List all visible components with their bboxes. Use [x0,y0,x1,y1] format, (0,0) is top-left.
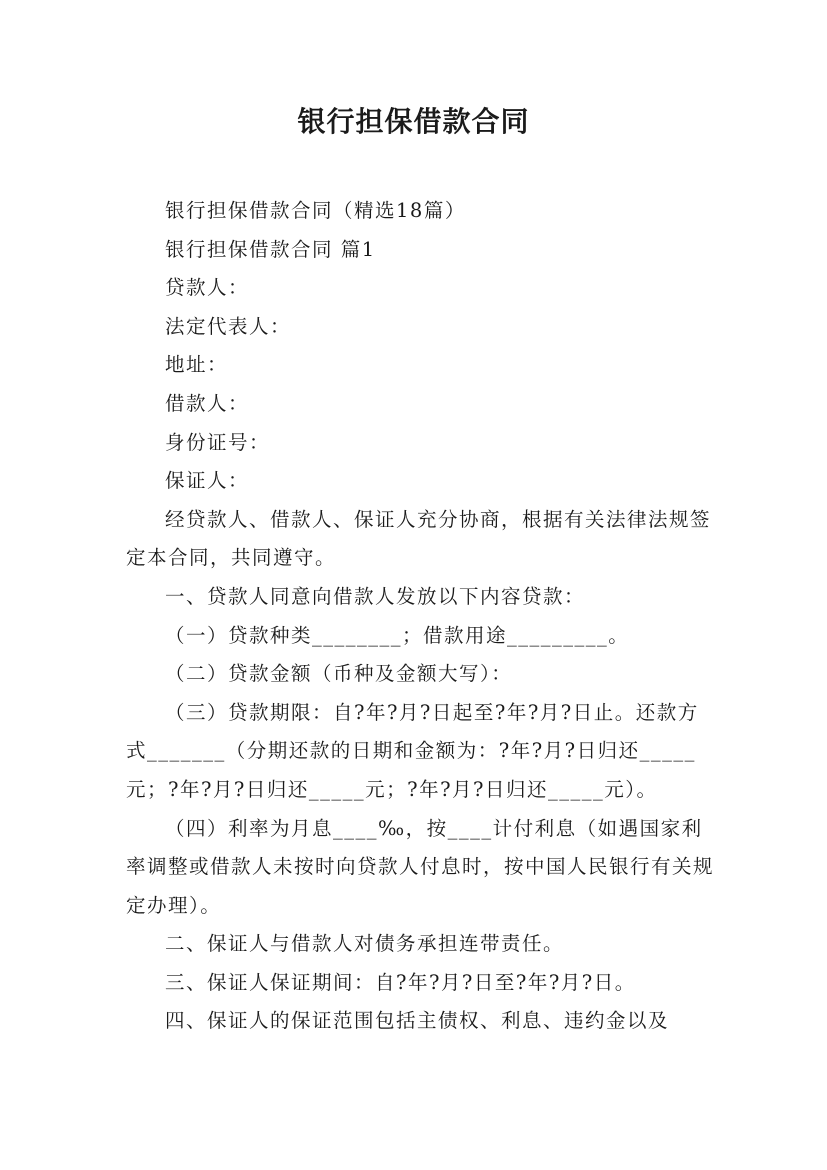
paragraph-address: 地址： [165,353,229,377]
paragraph-clause-4: 四、保证人的保证范围包括主债权、利息、违约金以及 [165,1009,670,1033]
paragraph-section-heading: 银行担保借款合同 篇1 [165,237,376,261]
document-title: 银行担保借款合同 [297,105,530,138]
paragraph-id-number: 身份证号： [165,430,271,454]
paragraph-clause-3: 三、保证人保证期间：自?年?月?日至?年?月?日。 [165,970,636,994]
paragraph-clause-1-1: （一）贷款种类________；借款用途_________。 [165,623,630,647]
paragraph-clause-1-3: （三）贷款期限：自?年?月?日起至?年?月?日止。还款方式_______（分期还款的日期和金额为：?年?月?日归还_____元；?年?月?日归还_____元；?年?月?日归还_____元）。 [126,700,699,801]
paragraph-clause-1-4: （四）利率为月息____‰，按____计付利息（如遇国家利率调整或借款人未按时向贷款人付息时，按中国人民银行有关规定办理）。 [126,816,715,917]
document-body [126,192,716,1041]
paragraph-legal-representative: 法定代表人： [165,314,292,338]
paragraph-clause-1: 一、贷款人同意向借款人发放以下内容贷款： [165,584,586,608]
paragraph-clause-1-2: （二）贷款金额（币种及金额大写）： [165,662,513,686]
paragraph-guarantor: 保证人： [165,469,250,493]
paragraph-preamble: 经贷款人、借款人、保证人充分协商，根据有关法律法规签定本合同，共同遵守。 [126,507,712,570]
paragraph-subtitle: 银行担保借款合同（精选18篇） [165,199,466,222]
paragraph-clause-2: 二、保证人与借款人对债务承担连带责任。 [165,932,565,956]
paragraph-borrower: 借款人： [165,391,250,415]
paragraph-lender: 贷款人： [165,276,250,300]
